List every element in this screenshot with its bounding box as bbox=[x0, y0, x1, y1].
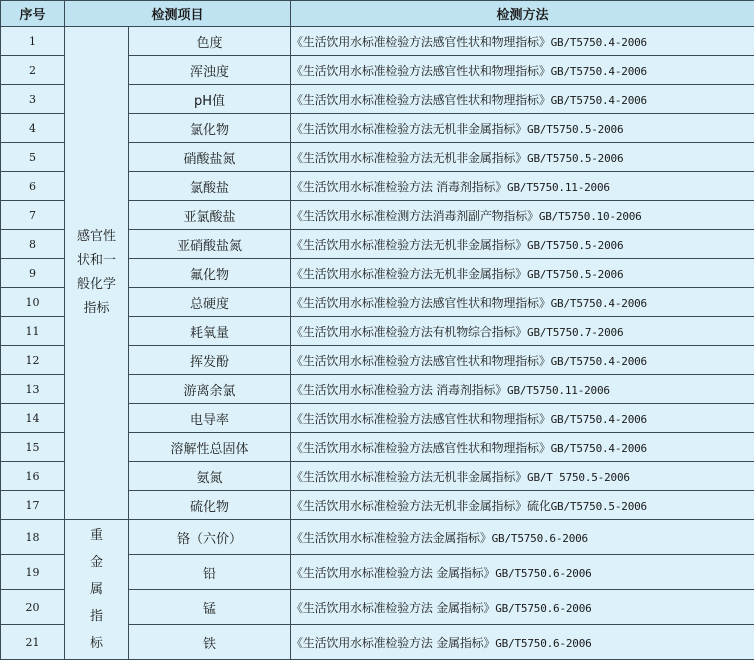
method-standard-code: GB/T5750.4-2006 bbox=[551, 355, 647, 368]
row-number: 8 bbox=[1, 230, 65, 259]
test-item: 游离余氯 bbox=[129, 375, 291, 404]
test-item: 浑浊度 bbox=[129, 56, 291, 85]
row-number: 21 bbox=[1, 625, 65, 660]
row-number: 7 bbox=[1, 201, 65, 230]
row-number: 3 bbox=[1, 85, 65, 114]
method-standard-title: 《生活饮用水标准检验方法 金属指标》 bbox=[291, 601, 495, 615]
method-standard-code: GB/T5750.4-2006 bbox=[551, 94, 647, 107]
method-standard-title: 《生活饮用水标准检验方法感官性状和物理指标》 bbox=[291, 64, 551, 78]
test-method bbox=[291, 56, 754, 85]
row-number: 17 bbox=[1, 491, 65, 520]
test-item: 铁 bbox=[129, 625, 291, 660]
test-method bbox=[291, 404, 754, 433]
test-method bbox=[291, 375, 754, 404]
test-method bbox=[291, 288, 754, 317]
row-number: 12 bbox=[1, 346, 65, 375]
header-no: 序号 bbox=[1, 1, 65, 27]
method-standard-title: 《生活饮用水标准检验方法感官性状和物理指标》 bbox=[291, 93, 551, 107]
test-method bbox=[291, 590, 754, 625]
category-heavy-metal bbox=[65, 520, 129, 660]
category-label-line: 般化学 bbox=[65, 273, 128, 297]
method-standard-code: GB/T5750.4-2006 bbox=[551, 297, 647, 310]
table-row bbox=[1, 27, 754, 56]
test-item: 氯化物 bbox=[129, 114, 291, 143]
method-standard-code: GB/T5750.11-2006 bbox=[507, 181, 610, 194]
method-standard-code: GB/T5750.5-2006 bbox=[527, 268, 623, 281]
test-item: 铬（六价） bbox=[129, 520, 291, 555]
method-standard-code: GB/T5750.4-2006 bbox=[551, 442, 647, 455]
method-standard-title: 《生活饮用水标准检验方法无机非金属指标》 bbox=[291, 122, 527, 136]
category-label-line: 属 bbox=[65, 576, 128, 603]
row-number: 2 bbox=[1, 56, 65, 85]
method-standard-code: GB/T5750.5-2006 bbox=[527, 239, 623, 252]
row-number: 10 bbox=[1, 288, 65, 317]
test-method bbox=[291, 491, 754, 520]
method-standard-title: 《生活饮用水标准检验方法有机物综合指标》 bbox=[291, 325, 527, 339]
test-item: 氨氮 bbox=[129, 462, 291, 491]
method-standard-code: GB/T5750.6-2006 bbox=[495, 637, 591, 650]
row-number: 15 bbox=[1, 433, 65, 462]
header-method: 检测方法 bbox=[291, 1, 754, 27]
category-sensory-general-chemical bbox=[65, 27, 129, 520]
table-body bbox=[1, 27, 754, 660]
method-standard-code: GB/T5750.11-2006 bbox=[507, 384, 610, 397]
category-label-line: 标 bbox=[65, 630, 128, 657]
row-number: 4 bbox=[1, 114, 65, 143]
method-standard-code: GB/T5750.6-2006 bbox=[495, 567, 591, 580]
method-standard-title: 《生活饮用水标准检验方法无机非金属指标》 bbox=[291, 470, 527, 484]
test-method bbox=[291, 462, 754, 491]
row-number: 13 bbox=[1, 375, 65, 404]
row-number: 11 bbox=[1, 317, 65, 346]
test-item: 亚硝酸盐氮 bbox=[129, 230, 291, 259]
method-standard-code: GB/T5750.4-2006 bbox=[551, 413, 647, 426]
test-item: 色度 bbox=[129, 27, 291, 56]
test-item: 电导率 bbox=[129, 404, 291, 433]
test-item: 锰 bbox=[129, 590, 291, 625]
test-method bbox=[291, 433, 754, 462]
row-number: 5 bbox=[1, 143, 65, 172]
table-row bbox=[1, 520, 754, 555]
test-method bbox=[291, 143, 754, 172]
method-standard-title: 《生活饮用水标准检验方法无机非金属指标》 bbox=[291, 238, 527, 252]
category-label-line: 状和一 bbox=[65, 249, 128, 273]
method-standard-title: 《生活饮用水标准检验方法感官性状和物理指标》 bbox=[291, 35, 551, 49]
method-standard-code: GB/T 5750.5-2006 bbox=[527, 471, 630, 484]
test-item: 氯酸盐 bbox=[129, 172, 291, 201]
test-method bbox=[291, 230, 754, 259]
category-label-line: 指标 bbox=[65, 297, 128, 321]
category-label-line: 金 bbox=[65, 549, 128, 576]
method-standard-title: 《生活饮用水标准检验方法感官性状和物理指标》 bbox=[291, 441, 551, 455]
test-method bbox=[291, 114, 754, 143]
test-item: pH值 bbox=[129, 85, 291, 114]
test-method bbox=[291, 259, 754, 288]
test-item: 氟化物 bbox=[129, 259, 291, 288]
test-item: 铅 bbox=[129, 555, 291, 590]
test-item: 硫化物 bbox=[129, 491, 291, 520]
method-standard-code: GB/T5750.5-2006 bbox=[527, 123, 623, 136]
test-item: 挥发酚 bbox=[129, 346, 291, 375]
method-standard-title: 《生活饮用水标准检验方法金属指标》 bbox=[291, 531, 492, 545]
method-standard-title: 《生活饮用水标准检验方法无机非金属指标》 bbox=[291, 267, 527, 281]
test-method bbox=[291, 346, 754, 375]
row-number: 6 bbox=[1, 172, 65, 201]
method-standard-title: 《生活饮用水标准检验方法 金属指标》 bbox=[291, 566, 495, 580]
test-item: 硝酸盐氮 bbox=[129, 143, 291, 172]
method-standard-code: GB/T5750.7-2006 bbox=[527, 326, 623, 339]
method-standard-code: GB/T5750.5-2006 bbox=[551, 500, 647, 513]
method-standard-code: GB/T5750.4-2006 bbox=[551, 65, 647, 78]
test-item: 亚氯酸盐 bbox=[129, 201, 291, 230]
method-standard-code: GB/T5750.6-2006 bbox=[492, 532, 588, 545]
test-item: 溶解性总固体 bbox=[129, 433, 291, 462]
row-number: 16 bbox=[1, 462, 65, 491]
method-standard-title: 《生活饮用水标准检验方法感官性状和物理指标》 bbox=[291, 412, 551, 426]
method-standard-code: GB/T5750.4-2006 bbox=[551, 36, 647, 49]
method-standard-title: 《生活饮用水标准检验方法感官性状和物理指标》 bbox=[291, 296, 551, 310]
method-standard-title: 《生活饮用水标准检验方法无机非金属指标》 bbox=[291, 151, 527, 165]
category-label-line: 感官性 bbox=[65, 225, 128, 249]
row-number: 9 bbox=[1, 259, 65, 288]
header-item: 检测项目 bbox=[65, 1, 291, 27]
test-method bbox=[291, 625, 754, 660]
test-method bbox=[291, 201, 754, 230]
test-method bbox=[291, 317, 754, 346]
method-standard-code: GB/T5750.10-2006 bbox=[539, 210, 642, 223]
row-number: 1 bbox=[1, 27, 65, 56]
table-header-row bbox=[1, 1, 754, 27]
test-method bbox=[291, 172, 754, 201]
row-number: 19 bbox=[1, 555, 65, 590]
test-item: 总硬度 bbox=[129, 288, 291, 317]
method-standard-title: 《生活饮用水标准检验方法 金属指标》 bbox=[291, 636, 495, 650]
method-standard-title: 《生活饮用水标准检验方法无机非金属指标》硫化 bbox=[291, 499, 551, 513]
row-number: 14 bbox=[1, 404, 65, 433]
method-standard-title: 《生活饮用水标准检验方法 消毒剂指标》 bbox=[291, 180, 507, 194]
category-label-line: 重 bbox=[65, 522, 128, 549]
method-standard-title: 《生活饮用水标准检测方法消毒剂副产物指标》 bbox=[291, 209, 539, 223]
test-item: 耗氧量 bbox=[129, 317, 291, 346]
row-number: 18 bbox=[1, 520, 65, 555]
method-standard-code: GB/T5750.6-2006 bbox=[495, 602, 591, 615]
test-method bbox=[291, 85, 754, 114]
method-standard-title: 《生活饮用水标准检验方法感官性状和物理指标》 bbox=[291, 354, 551, 368]
row-number: 20 bbox=[1, 590, 65, 625]
test-method bbox=[291, 520, 754, 555]
method-standard-title: 《生活饮用水标准检验方法 消毒剂指标》 bbox=[291, 383, 507, 397]
test-method bbox=[291, 555, 754, 590]
test-method bbox=[291, 27, 754, 56]
category-label-line: 指 bbox=[65, 603, 128, 630]
method-standard-code: GB/T5750.5-2006 bbox=[527, 152, 623, 165]
